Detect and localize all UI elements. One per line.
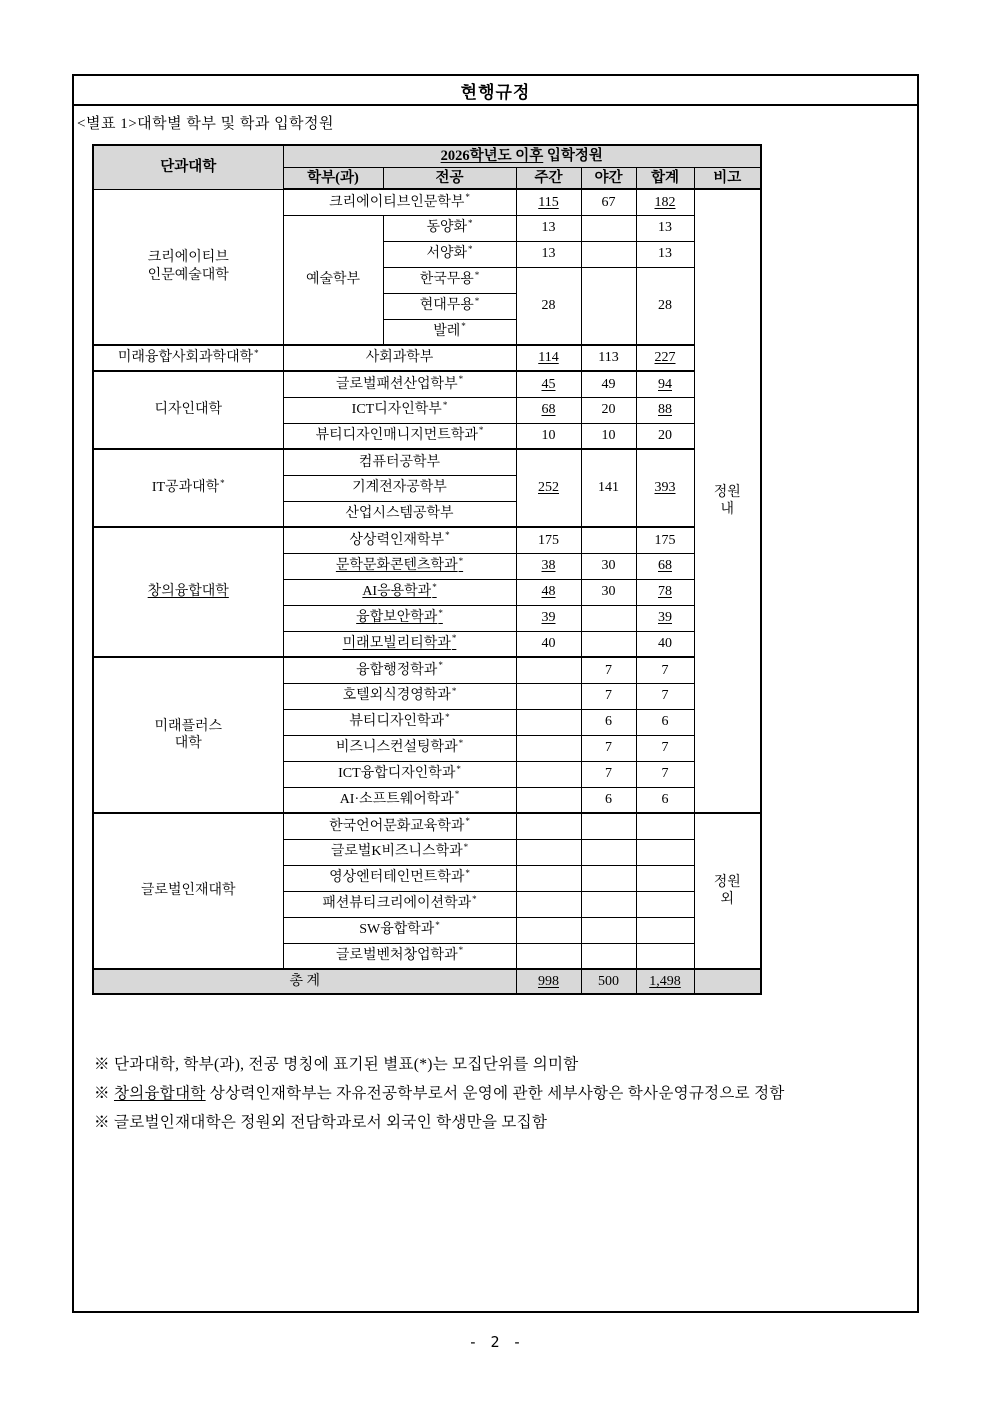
footnote: ※ 창의융합대학 상상력인재학부는 자유전공학부로서 운영에 관한 세부사항은 학사운영규정으로 정함: [94, 1085, 785, 1102]
header-cell: 비고: [694, 167, 761, 189]
table-cell: 227: [636, 345, 694, 371]
table-cell: 6: [581, 709, 636, 735]
table-row: [93, 345, 761, 371]
table-cell: 49: [581, 371, 636, 397]
table-cell: 예술학부: [283, 215, 383, 345]
table-cell: 사회과학부: [283, 345, 516, 371]
table-cell: 발레*: [383, 319, 516, 345]
table-cell: 10: [516, 423, 581, 449]
header-cell: 학부(과): [283, 167, 383, 189]
header-cell: 전공: [383, 167, 516, 189]
table-cell: 패션뷰티크리에이션학과*: [283, 891, 516, 917]
table-cell: 크리에이티브 인문예술대학: [93, 189, 283, 345]
table-cell: [636, 917, 694, 943]
table-cell: 10: [581, 423, 636, 449]
asterisk-mark: *: [456, 763, 461, 774]
table-cell: 글로벌인재대학: [93, 813, 283, 969]
header-cell: 주간: [516, 167, 581, 189]
asterisk-mark: *: [465, 815, 470, 826]
table-cell: [581, 241, 636, 267]
table-cell: 호텔외식경영학과*: [283, 683, 516, 709]
table-cell: 68: [636, 553, 694, 579]
document-title: 현행규정: [74, 76, 917, 106]
table-cell: 총 계: [93, 969, 516, 994]
table-cell: 뷰티디자인학과*: [283, 709, 516, 735]
table-cell: 28: [636, 267, 694, 345]
table-cell: [581, 631, 636, 657]
table-cell: 컴퓨터공학부: [283, 449, 516, 475]
table-cell: 한국언어문화교육학과*: [283, 813, 516, 839]
enrollment-quota-table: [92, 144, 762, 995]
table-cell: 7: [636, 683, 694, 709]
table-cell: 디자인대학: [93, 371, 283, 449]
table-cell: [516, 891, 581, 917]
table-cell: 7: [636, 657, 694, 683]
table-row: [93, 657, 761, 683]
asterisk-mark: *: [432, 581, 437, 592]
header-row-top: [93, 145, 761, 167]
table-cell: 68: [516, 397, 581, 423]
table-cell: [516, 709, 581, 735]
asterisk-mark: *: [254, 347, 259, 358]
table-cell: [581, 917, 636, 943]
table-cell: 미래모빌리티학과*: [283, 631, 516, 657]
table-cell: 6: [636, 787, 694, 813]
table-cell: 글로벌패션산업학부*: [283, 371, 516, 397]
table-cell: 창의융합대학: [93, 527, 283, 657]
table-cell: ICT융합디자인학과*: [283, 761, 516, 787]
asterisk-mark: *: [451, 633, 457, 644]
table-cell: 글로벌벤처창업학과*: [283, 943, 516, 969]
asterisk-mark: *: [472, 893, 477, 904]
table-cell: 한국무용*: [383, 267, 516, 293]
table-cell: ICT디자인학부*: [283, 397, 516, 423]
table-cell: 40: [516, 631, 581, 657]
table-cell: 7: [581, 683, 636, 709]
table-cell: [581, 267, 636, 345]
table-cell: [581, 865, 636, 891]
table-cell: [516, 839, 581, 865]
asterisk-mark: *: [438, 607, 443, 618]
table-cell: 20: [581, 397, 636, 423]
table-cell: [516, 943, 581, 969]
table-cell: SW융합학과*: [283, 917, 516, 943]
table-cell: 114: [516, 345, 581, 371]
table-cell: 39: [516, 605, 581, 631]
table-cell: 7: [581, 761, 636, 787]
table-cell: 78: [636, 579, 694, 605]
table-cell: 문학문화콘텐츠학과*: [283, 553, 516, 579]
table-cell: 67: [581, 189, 636, 215]
asterisk-mark: *: [465, 191, 470, 202]
asterisk-mark: *: [463, 841, 469, 852]
table-row: [93, 189, 761, 215]
table-cell: [581, 891, 636, 917]
table-cell: 48: [516, 579, 581, 605]
asterisk-mark: *: [220, 477, 225, 488]
table-cell: 39: [636, 605, 694, 631]
table-cell: 글로벌K비즈니스학과*: [283, 839, 516, 865]
table-cell: 182: [636, 189, 694, 215]
table-cell: 뷰티디자인매니지먼트학과*: [283, 423, 516, 449]
table-cell: 115: [516, 189, 581, 215]
table-cell: [694, 969, 761, 994]
table-cell: 7: [581, 657, 636, 683]
asterisk-mark: *: [445, 529, 450, 540]
table-cell: [636, 943, 694, 969]
asterisk-mark: *: [458, 373, 464, 384]
asterisk-mark: *: [465, 867, 470, 878]
header-cell-year: 2026학년도 이후 입학정원: [283, 145, 761, 167]
total-row: [93, 969, 761, 994]
table-cell: 13: [636, 241, 694, 267]
table-cell: 45: [516, 371, 581, 397]
table-cell: 998: [516, 969, 581, 994]
table-row: [93, 371, 761, 397]
table-cell: [516, 813, 581, 839]
table-cell: [581, 215, 636, 241]
asterisk-mark: *: [451, 685, 457, 696]
table-cell: 7: [636, 735, 694, 761]
table-caption: <별표 1>대학별 학부 및 학과 입학정원: [77, 116, 335, 132]
table-cell: 175: [636, 527, 694, 553]
footnotes: [94, 1055, 917, 1133]
page-number: - 2 -: [468, 1333, 524, 1351]
asterisk-mark: *: [474, 269, 480, 280]
table-cell: 기계전자공학부: [283, 475, 516, 501]
table-cell: 6: [636, 709, 694, 735]
asterisk-mark: *: [474, 295, 480, 306]
table-cell: 252: [516, 449, 581, 527]
asterisk-mark: *: [438, 659, 443, 670]
asterisk-mark: *: [458, 555, 464, 566]
table-cell: 393: [636, 449, 694, 527]
table-cell: 1,498: [636, 969, 694, 994]
table-cell: 융합행정학과*: [283, 657, 516, 683]
table-cell: 비즈니스컨설팅학과*: [283, 735, 516, 761]
table-cell: 28: [516, 267, 581, 345]
table-cell: 7: [581, 735, 636, 761]
table-cell: [581, 839, 636, 865]
table-cell: 500: [581, 969, 636, 994]
table-cell: 6: [581, 787, 636, 813]
table-cell: 113: [581, 345, 636, 371]
table-cell: 141: [581, 449, 636, 527]
footnote: ※ 단과대학, 학부(과), 전공 명칭에 표기된 별표(*)는 모집단위를 의미함: [94, 1056, 579, 1073]
table-cell: [581, 943, 636, 969]
table-cell: [636, 865, 694, 891]
table-cell: AI·소프트웨어학과*: [283, 787, 516, 813]
table-cell: [516, 865, 581, 891]
table-cell: 서양화*: [383, 241, 516, 267]
table-cell: 13: [516, 241, 581, 267]
table-cell: 상상력인재학부*: [283, 527, 516, 553]
footnote: ※ 글로벌인재대학은 정원외 전담학과로서 외국인 학생만을 모집함: [94, 1114, 548, 1131]
table-row: [93, 527, 761, 553]
table-cell: [581, 605, 636, 631]
header-cell: 합계: [636, 167, 694, 189]
table-cell: 정원 외: [694, 813, 761, 969]
table-cell: 7: [636, 761, 694, 787]
table-cell: 정원 내: [694, 189, 761, 813]
asterisk-mark: *: [454, 789, 460, 800]
asterisk-mark: *: [442, 399, 448, 410]
table-cell: 175: [516, 527, 581, 553]
asterisk-mark: *: [478, 425, 484, 436]
table-cell: [636, 891, 694, 917]
table-cell: 38: [516, 553, 581, 579]
table-cell: 30: [581, 579, 636, 605]
table-cell: [516, 657, 581, 683]
table-cell: 산업시스템공학부: [283, 501, 516, 527]
asterisk-mark: *: [458, 945, 464, 956]
asterisk-mark: *: [435, 919, 440, 930]
table-cell: 94: [636, 371, 694, 397]
header-cell: 야간: [581, 167, 636, 189]
table-cell: [516, 917, 581, 943]
table-cell: 40: [636, 631, 694, 657]
asterisk-mark: *: [468, 217, 473, 228]
regulation-box: [72, 74, 919, 1313]
table-cell: 13: [636, 215, 694, 241]
table-cell: IT공과대학*: [93, 449, 283, 527]
table-cell: AI응용학과*: [283, 579, 516, 605]
table-cell: [516, 761, 581, 787]
table-row: [93, 813, 761, 839]
header-cell-college: 단과대학: [93, 145, 283, 189]
table-cell: 현대무용*: [383, 293, 516, 319]
table-cell: [636, 839, 694, 865]
table-cell: [516, 683, 581, 709]
asterisk-mark: *: [461, 321, 466, 332]
table-cell: [581, 527, 636, 553]
table-cell: 크리에이티브인문학부*: [283, 189, 516, 215]
table-row: [93, 449, 761, 475]
asterisk-mark: *: [468, 243, 473, 254]
table-cell: 13: [516, 215, 581, 241]
table-cell: 20: [636, 423, 694, 449]
table-cell: 30: [581, 553, 636, 579]
table-cell: 미래플러스 대학: [93, 657, 283, 813]
table-cell: [516, 735, 581, 761]
asterisk-mark: *: [445, 711, 450, 722]
table-cell: [516, 787, 581, 813]
table-cell: 동양화*: [383, 215, 516, 241]
table-cell: [581, 813, 636, 839]
table-cell: [636, 813, 694, 839]
table-cell: 미래융합사회과학대학*: [93, 345, 283, 371]
asterisk-mark: *: [458, 737, 464, 748]
table-cell: 88: [636, 397, 694, 423]
table-cell: 영상엔터테인먼트학과*: [283, 865, 516, 891]
table-cell: 융합보안학과*: [283, 605, 516, 631]
